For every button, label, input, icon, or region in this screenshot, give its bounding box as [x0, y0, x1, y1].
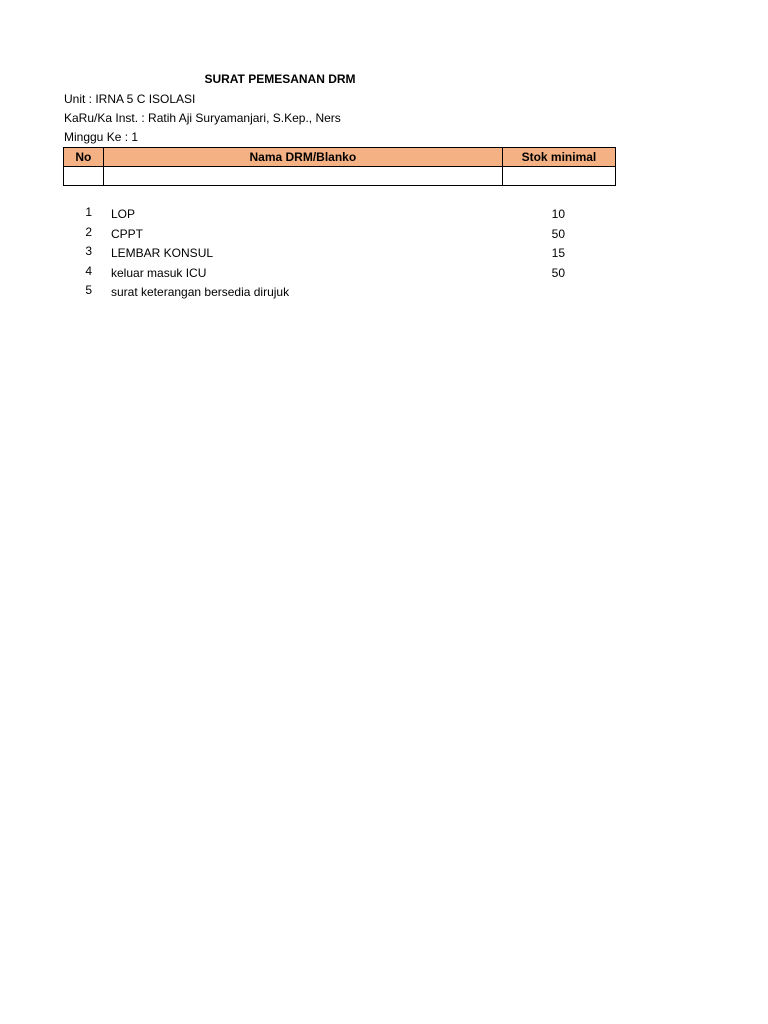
item-quantity: 50: [551, 226, 565, 241]
table-header-row: [64, 148, 616, 167]
list-item: [0, 283, 768, 303]
item-name: CPPT: [111, 226, 144, 241]
item-quantity: 15: [551, 246, 565, 260]
item-number: 3: [85, 244, 92, 258]
header-no: No: [64, 148, 104, 167]
item-list: [0, 205, 768, 303]
item-number: 4: [85, 263, 92, 278]
list-item: [0, 205, 768, 225]
table-empty-row: [64, 167, 616, 186]
item-name: surat keterangan bersedia dirujuk: [111, 285, 290, 299]
item-number: 5: [85, 283, 92, 297]
item-quantity: 50: [551, 265, 565, 280]
item-name: LEMBAR KONSUL: [111, 246, 214, 260]
document-title: SURAT PEMESANAN DRM: [204, 72, 356, 86]
empty-cell-name[interactable]: [103, 167, 502, 186]
unit-line: Unit : IRNA 5 C ISOLASI: [64, 92, 196, 106]
item-quantity: 10: [551, 207, 565, 221]
karu-line: KaRu/Ka Inst. : Ratih Aji Suryamanjari, S.Kep., Ners: [64, 111, 341, 125]
minggu-line: Minggu Ke : 1: [64, 130, 139, 144]
empty-cell-no[interactable]: [64, 167, 104, 186]
list-item: [0, 264, 768, 284]
list-item: [0, 244, 768, 264]
item-name: LOP: [111, 207, 136, 221]
item-name: keluar masuk ICU: [111, 265, 207, 280]
list-item: [0, 225, 768, 245]
item-number: 1: [85, 205, 92, 219]
item-number: 2: [85, 224, 92, 239]
empty-cell-stok[interactable]: [502, 167, 615, 186]
header-name: Nama DRM/Blanko: [103, 148, 502, 167]
header-stok: Stok minimal: [502, 148, 615, 167]
order-table: [63, 147, 616, 186]
